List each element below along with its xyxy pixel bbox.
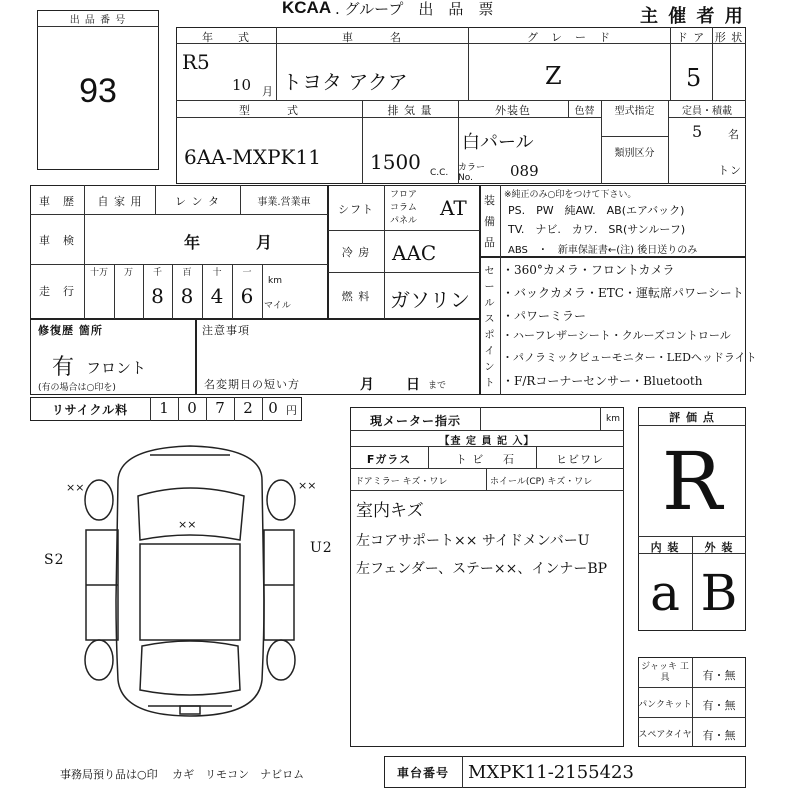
- assessor-label: 【査 定 員 記 入】: [439, 436, 535, 447]
- year-label: 年 式: [202, 31, 250, 44]
- sales-side-label: セ: [484, 266, 496, 277]
- displacement-label: 排 気 量: [387, 104, 433, 117]
- digit-label: 万: [123, 268, 133, 278]
- equipment-side-label: 装: [484, 194, 496, 207]
- exterior-color: 白パール: [462, 132, 534, 153]
- sales-point: ・360°カメラ・フロントカメラ: [502, 263, 675, 277]
- displacement-value: 1500: [370, 150, 421, 174]
- km-label: km: [268, 276, 282, 286]
- mileage-digit: 6: [240, 284, 254, 308]
- mirror-label: ドアミラー キズ・ワレ: [355, 477, 448, 487]
- shift-label: シフト: [338, 203, 374, 216]
- interior-label: 内 装: [650, 541, 680, 554]
- tool-label: パンクキット: [638, 700, 692, 710]
- shift-panel[interactable]: パネル: [390, 216, 418, 226]
- meter-label: 現メーター指示: [370, 414, 462, 428]
- mileage-label: 走 行: [39, 285, 75, 298]
- ac-label: 冷 房: [341, 246, 371, 259]
- shift-column[interactable]: コラム: [390, 203, 417, 213]
- damage-mark: ××: [66, 481, 85, 494]
- interior-grade: a: [650, 564, 680, 622]
- vehicle-model: 6AA-MXPK11: [184, 145, 321, 169]
- wheel-label: ホイール(CP) キズ・ワレ: [490, 477, 593, 487]
- mileage-digit: 4: [210, 284, 224, 308]
- tool-value[interactable]: 有・無: [702, 699, 736, 712]
- recycle-digit: 2: [243, 399, 253, 417]
- tool-value[interactable]: 有・無: [702, 669, 736, 682]
- recycle-label: リサイクル料: [51, 403, 129, 417]
- history-rental[interactable]: レ ン タ: [175, 195, 220, 208]
- tool-value[interactable]: 有・無: [702, 729, 736, 742]
- cc-unit: C.C.: [430, 168, 449, 178]
- sales-side-label: ス: [484, 314, 496, 325]
- glass-crack: ヒビワレ: [556, 453, 604, 466]
- exterior-label: 外 装: [704, 541, 734, 554]
- lot-label: 出 品 番 号: [69, 15, 127, 26]
- equipment-side-label: 備: [484, 215, 496, 228]
- mile-label: マイル: [264, 301, 291, 311]
- sales-side-label: ト: [484, 378, 496, 389]
- equipment-row3: ABS ・ 新車保証書←(注) 後日送りのみ: [508, 245, 698, 256]
- caution-label: 注意事項: [202, 324, 250, 337]
- digit-label: 十万: [89, 268, 108, 278]
- color-label: 外装色: [495, 104, 531, 117]
- capacity-unit: 名: [728, 128, 740, 141]
- vehicle-doors: 5: [686, 64, 702, 92]
- sales-point: ・ハーフレザーシート・クルーズコントロール: [502, 329, 731, 342]
- recycle-digit: 1: [159, 399, 169, 417]
- capacity-value: 5: [692, 122, 703, 141]
- type-designation-label: 型式指定: [614, 106, 655, 117]
- damage-mark: ××: [178, 518, 197, 531]
- glass-label: Fガラス: [366, 453, 412, 466]
- repair-value: 有: [52, 355, 75, 380]
- shift-value: AT: [440, 196, 467, 220]
- history-private[interactable]: 自 家 用: [97, 195, 143, 208]
- digit-label: 一: [242, 268, 252, 278]
- recycle-unit: 円: [286, 404, 298, 417]
- equipment-row1: PS. PW 純AW. AB(エアバック): [508, 204, 685, 217]
- vehicle-name: トヨタ アクア: [282, 70, 408, 94]
- organizer-label: 主 催 者 用: [640, 6, 745, 27]
- overall-grade: R: [661, 435, 723, 528]
- equipment-row2: TV. ナビ. カワ. SR(サンルーフ): [508, 223, 686, 236]
- color-change-label: 色替: [574, 106, 595, 117]
- inspection-note: 左コアサポート×× サイドメンバーU: [356, 533, 590, 549]
- sales-side-label: ル: [484, 298, 496, 309]
- capacity-label: 定員・積載: [682, 106, 732, 117]
- inspection-note: 左フェンダー、ステー××、インナーBP: [356, 561, 608, 577]
- vehicle-grade: Z: [545, 62, 562, 90]
- glass-chip: ト ビ: [455, 453, 485, 466]
- sales-side-label: ー: [484, 282, 496, 293]
- digit-label: 千: [152, 268, 162, 278]
- kcaa-logo: KCAA: [282, 0, 332, 17]
- name-change-label: 名変期日の短い方: [204, 378, 300, 391]
- equipment-side-label: 品: [484, 236, 496, 249]
- color-no-label: カラー No.: [458, 163, 486, 183]
- ton-unit: トン: [718, 164, 742, 177]
- year-era: R5: [182, 50, 210, 74]
- recycle-digit: 0: [268, 399, 278, 417]
- model-label: 型 式: [239, 104, 299, 117]
- digit-label: 百: [182, 268, 192, 278]
- fuel-value: ガソリン: [390, 288, 470, 312]
- damage-mark: S2: [44, 552, 65, 568]
- history-label: 車 歴: [39, 195, 75, 208]
- month-unit: 月: [262, 85, 274, 98]
- sales-point: ・パノラミックビューモニター・LEDヘッドライト: [502, 351, 757, 364]
- caution-day: 日: [406, 377, 421, 393]
- sales-point: ・パワーミラー: [502, 309, 587, 323]
- inspection-note: 室内キズ: [356, 501, 424, 521]
- sales-side-label: イ: [484, 346, 496, 357]
- office-note: 事務局預り品は○印 カギ リモコン ナビロム: [60, 768, 305, 781]
- glass-stone: 石: [503, 453, 515, 466]
- repair-label: 修復歴 箇所: [38, 324, 103, 337]
- meter-km: km: [606, 414, 620, 424]
- repair-location: フロント: [86, 359, 147, 377]
- mileage-digit: 8: [180, 284, 194, 308]
- doors-label: ド ア: [676, 31, 706, 44]
- equipment-note: ※純正のみ○印をつけて下さい。: [504, 190, 637, 200]
- fuel-label: 燃 料: [341, 290, 371, 303]
- sales-side-label: ン: [484, 362, 496, 373]
- recycle-digit: 0: [187, 399, 197, 417]
- sales-point: ・F/Rコーナーセンサー・Bluetooth: [502, 374, 703, 388]
- digit-label: 十: [212, 268, 222, 278]
- shift-floor[interactable]: フロア: [390, 190, 418, 200]
- damage-mark: ××: [298, 479, 317, 492]
- grade-label: グ レ ー ド: [527, 31, 611, 44]
- inspection-year: 年: [184, 233, 202, 252]
- chassis-number: MXPK11-2155423: [468, 762, 634, 783]
- recycle-digit: 7: [215, 399, 225, 417]
- inspection-label: 車 検: [39, 234, 75, 247]
- tool-label: スペアタイヤ: [638, 730, 692, 740]
- exterior-grade: B: [700, 564, 738, 622]
- history-commercial[interactable]: 事業.営業車: [257, 197, 311, 208]
- name-label: 車 名: [342, 31, 402, 44]
- mileage-digit: 8: [151, 284, 164, 308]
- shape-label: 形 状: [714, 31, 744, 44]
- sales-point: ・バックカメラ・ETC・運転席パワーシート: [502, 286, 744, 300]
- chassis-label: 車台番号: [396, 766, 449, 780]
- group-title: . グループ 出 品 票: [335, 0, 494, 18]
- year-month: 10: [232, 76, 252, 94]
- caution-until: まで: [428, 381, 447, 391]
- repair-hint: (有の場合は○印を): [38, 383, 116, 393]
- caution-month: 月: [360, 377, 375, 393]
- category-label: 類別区分: [614, 148, 655, 159]
- damage-mark: U2: [310, 540, 333, 556]
- sales-side-label: ポ: [484, 330, 496, 341]
- ac-value: AAC: [392, 241, 437, 265]
- grade-label: 評 価 点: [669, 411, 715, 424]
- color-no: 089: [510, 162, 539, 180]
- lot-number: 93: [79, 72, 117, 110]
- tool-label: ジャッキ 工具: [641, 662, 689, 683]
- inspection-month: 月: [256, 233, 274, 252]
